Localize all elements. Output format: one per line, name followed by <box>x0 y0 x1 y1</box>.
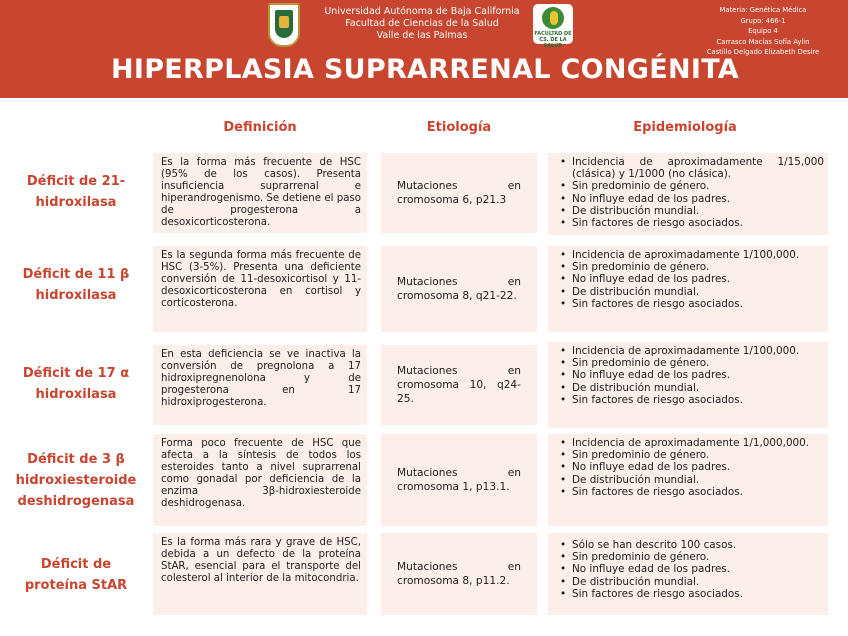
etiology-text: Mutaciones en cromosoma 1, p13.1. <box>397 467 521 493</box>
definition-cell: Es la forma más frecuente de HSC (95% de los casos). Presenta insuficiencia suprarrenal e hiperandrogenismo. Se detiene el paso de progesterona a desoxicorticosterona. <box>153 153 367 233</box>
row-label-17a-hidroxilasa: Déficit de 17 α hidroxilasa <box>22 366 130 402</box>
row-label-11b-hidroxilasa: Déficit de 11 β hidroxilasa <box>22 267 130 303</box>
etiology-cell <box>381 533 537 615</box>
epidemiology-item: • De distribución mundial. <box>558 474 824 486</box>
epidemiology-cell <box>548 342 828 428</box>
definition-cell: Es la segunda forma más frecuente de HSC (3-5%). Presenta una deficiente conversión de 11-desoxicortisol y 11-desoxicorticosterona en cortisol y corticosterona. <box>153 246 367 332</box>
epidemiology-item: • De distribución mundial. <box>558 205 824 217</box>
etiology-cell <box>381 345 537 425</box>
column-heading-etiologia: Etiología <box>426 120 492 135</box>
column-heading-definicion: Definición <box>223 120 297 135</box>
definition-cell: Es la forma más rara y grave de HSC, debida a un defecto de la proteína StAR, esencial para el transporte del colesterol al interior de la mitocondria. <box>153 533 367 615</box>
row-label-proteina-star: Déficit de proteína StAR <box>24 557 128 593</box>
epidemiology-item: • Sólo se han descrito 100 casos. <box>558 539 824 551</box>
epidemiology-item: • Incidencia de aproximadamente 1/15,000 (clásica) y 1/1000 (no clásica). <box>558 156 824 180</box>
epidemiology-item: • Incidencia de aproximadamente 1/100,000. <box>558 345 824 357</box>
epidemiology-item: • De distribución mundial. <box>558 286 824 298</box>
epidemiology-item: • Sin factores de riesgo asociados. <box>558 486 824 498</box>
author-1: Carrasco Macías Sofía Aylin <box>716 37 810 46</box>
epidemiology-cell <box>548 246 828 332</box>
epidemiology-item: • Sin predominio de género. <box>558 357 824 369</box>
etiology-text: Mutaciones en cromosoma 6, p21.3 <box>397 180 521 206</box>
author-2: Castillo Delgado Elizabeth Desire <box>706 48 820 56</box>
epidemiology-item: • Sin factores de riesgo asociados. <box>558 588 824 600</box>
epidemiology-item: • De distribución mundial. <box>558 576 824 588</box>
uabc-shield-logo <box>268 3 300 47</box>
epidemiology-item: • No influye edad de los padres. <box>558 369 824 381</box>
faculty-logo <box>533 4 573 49</box>
epidemiology-item: • De distribución mundial. <box>558 382 824 394</box>
page-title: HIPERPLASIA SUPRARRENAL CONGÉNITA <box>110 54 740 85</box>
etiology-cell <box>381 246 537 332</box>
epidemiology-item: • Incidencia de aproximadamente 1/100,000. <box>558 249 824 261</box>
etiology-text: Mutaciones en cromosoma 8, q21-22. <box>397 276 521 302</box>
etiology-text: Mutaciones en cromosoma 10, q24-25. <box>397 365 521 405</box>
header-banner <box>0 0 848 98</box>
epidemiology-item: • Sin predominio de género. <box>558 261 824 273</box>
row-label-21-hidroxilasa: Déficit de 21-hidroxilasa <box>26 174 126 210</box>
definition-cell: En esta deficiencia se ve inactiva la conversión de pregnolona a 17 hidroxipregnenolona y de progesterona en 17 hidroxiprogesterona. <box>153 345 367 425</box>
faculty-name: Facultad de Ciencias de la Salud <box>345 18 499 29</box>
epidemiology-item: • Sin factores de riesgo asociados. <box>558 394 824 406</box>
course-info <box>698 5 828 58</box>
epidemiology-item: • No influye edad de los padres. <box>558 193 824 205</box>
epidemiology-cell <box>548 533 828 615</box>
epidemiology-item: • Sin predominio de género. <box>558 449 824 461</box>
course-subject: Materia: Genética Médica <box>719 6 807 14</box>
etiology-text: Mutaciones en cromosoma 8, p11.2. <box>397 561 521 587</box>
university-info <box>322 6 522 42</box>
faculty-logo-text: FACULTAD DE CS. DE LA SALUD <box>534 31 572 49</box>
campus-name: Valle de las Palmas <box>376 30 468 41</box>
course-group: Grupo: 466-1 <box>740 16 786 25</box>
epidemiology-item: • Sin predominio de género. <box>558 180 824 192</box>
epidemiology-item: • No influye edad de los padres. <box>558 563 824 575</box>
epidemiology-cell <box>548 434 828 526</box>
epidemiology-item: • No influye edad de los padres. <box>558 273 824 285</box>
row-label-3b-hidroxiesteroide: Déficit de 3 β hidroxiesteroide deshidrogenasa <box>15 451 137 509</box>
epidemiology-item: • Incidencia de aproximadamente 1/1,000,000. <box>558 437 824 449</box>
epidemiology-item: • Sin factores de riesgo asociados. <box>558 217 824 229</box>
epidemiology-item: • Sin predominio de género. <box>558 551 824 563</box>
column-heading-epidemiologia: Epidemiología <box>633 120 737 135</box>
etiology-cell <box>381 153 537 233</box>
etiology-cell <box>381 434 537 526</box>
university-name: Universidad Autónoma de Baja California <box>324 6 520 17</box>
course-team: Equipo 4 <box>748 27 778 35</box>
epidemiology-cell <box>548 153 828 235</box>
epidemiology-item: • No influye edad de los padres. <box>558 461 824 473</box>
epidemiology-item: • Sin factores de riesgo asociados. <box>558 298 824 310</box>
definition-cell: Forma poco frecuente de HSC que afecta a la síntesis de todos los esteroides tanto a nivel suprarrenal como gonadal por deficiencia de la enzima 3β-hidroxiesteroide deshidrogenasa. <box>153 434 367 526</box>
